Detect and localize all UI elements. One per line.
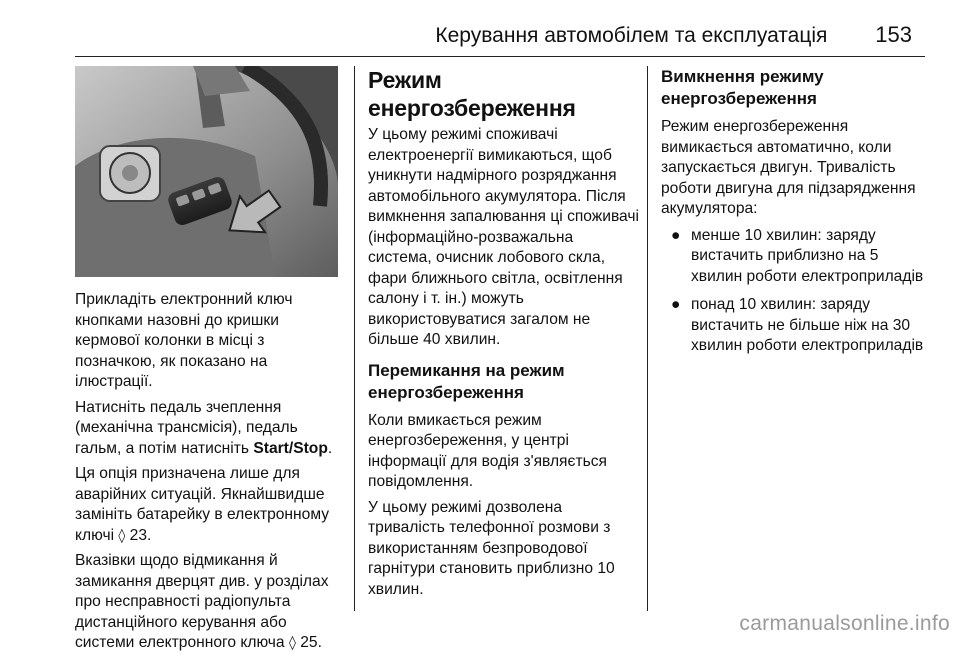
page-ref-icon: ◊: [288, 635, 296, 651]
section-paragraph-3: У цьому режимі дозволена тривалість телефонної розмови з використанням безпроводової гарнітури становить приблизно 10 хвилин.: [368, 498, 615, 598]
column-divider-1: [354, 66, 355, 611]
column-divider-2: [647, 66, 648, 611]
header-rule: [75, 56, 925, 57]
bullet-icon: ●: [671, 226, 681, 244]
subsection-heading: Перемикання на режим енергозбереження: [368, 360, 565, 402]
instruction-paragraph-2: [75, 398, 347, 460]
section-heading: Режим енергозбереження: [368, 67, 576, 121]
emergency-note-paragraph: [75, 464, 347, 546]
section-paragraph-1: У цьому режимі споживачі електроенергії вимикаються, щоб уникнути надмірного розряджання автомобільного акумулятора. Після вимкнення запалювання ці споживачі (інформаційно-розважальна система, очисник лобового скла, фари ближнього світла, освітлення салону і т. ін.) можуть використовуватися загалом не більше 40 хвилин.: [368, 126, 639, 348]
list-item-text: понад 10 хвилин: заряду вистачить не більше ніж на 30 хвилин роботи електроприладів: [691, 296, 924, 354]
door-lock-text: Вказівки щодо відмикання й замикання дверцят див. у розділах про несправності радіопульта дистанційного керування або системи електронного ключа: [75, 552, 329, 651]
page-ref-icon: ◊: [118, 527, 126, 544]
bullet-icon: ●: [671, 296, 681, 313]
instruction-paragraph-1: Прикладіть електронний ключ кнопками назовні до кришки кермової колонки в місці з позначкою, як показано на ілюстрації.: [75, 291, 293, 390]
instruction-text: Натисніть педаль зчеплення (механічна трансмісія), педаль гальм, а потім натисніть: [75, 398, 298, 457]
list-item: [661, 226, 931, 288]
page-ref-link[interactable]: 23.: [129, 526, 152, 544]
page-header-title: Керування автомобілем та експлуатація: [435, 24, 828, 47]
watermark: carmanualsonline.info: [739, 612, 950, 635]
section-paragraph-2: Коли вмикається режим енергозбереження, у центрі інформації для водія з'являється повідомлення.: [368, 411, 607, 490]
emergency-text: Ця опція призначена лише для аварійних ситуацій. Якнайшвидше замініть батарейку в електронному ключі: [75, 465, 330, 544]
column-1: [75, 290, 347, 659]
page-header: [0, 22, 912, 49]
column-2: [368, 66, 640, 605]
list-item: [661, 295, 931, 357]
column-3: [661, 66, 931, 365]
door-lock-note-paragraph: [75, 551, 347, 654]
period: .: [327, 439, 333, 457]
bullet-list: [661, 226, 931, 357]
page-ref-link[interactable]: 25.: [300, 634, 322, 651]
start-stop-label: Start/Stop: [253, 439, 328, 457]
key-button-arrow-photo: [75, 66, 338, 277]
section-paragraph: Режим енергозбереження вимикається автоматично, коли запускається двигун. Тривалість роботи двигуна для підзарядження акумулятора:: [661, 118, 916, 217]
page-number: 153: [875, 22, 912, 47]
subsection-heading: Вимкнення режиму енергозбереження: [661, 67, 824, 108]
list-item-text: менше 10 хвилин: заряду вистачить приблизно на 5 хвилин роботи електроприладів: [691, 226, 924, 285]
